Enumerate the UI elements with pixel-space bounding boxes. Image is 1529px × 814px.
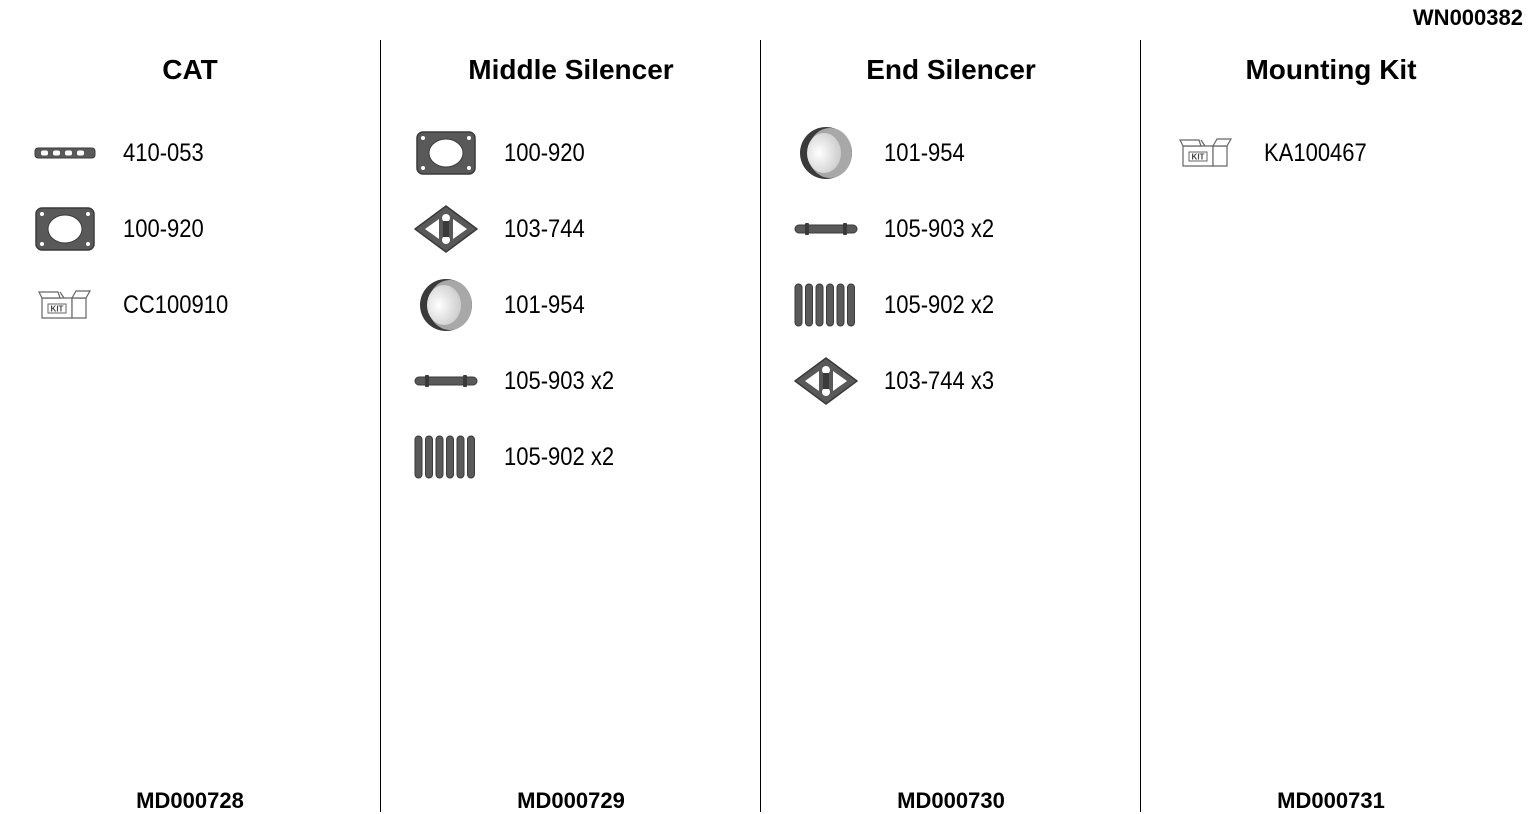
spring-icon <box>411 429 481 485</box>
list-item <box>381 349 761 425</box>
list-item <box>381 273 761 349</box>
part-number: 100-920 <box>504 139 585 167</box>
column-1 <box>380 40 761 812</box>
svg-text:KIT: KIT <box>50 304 64 314</box>
part-number: 105-902 x2 <box>504 443 615 471</box>
part-number: 103-744 x3 <box>884 367 995 395</box>
flange-gasket-icon <box>30 201 100 257</box>
column-title: Middle Silencer <box>468 54 674 85</box>
list-item <box>761 349 1141 425</box>
part-number: 100-920 <box>123 215 204 243</box>
bolt-icon <box>791 201 861 257</box>
part-number: 101-954 <box>884 139 965 167</box>
column-code: MD000728 <box>136 788 244 813</box>
list-item <box>381 425 761 501</box>
parts-list <box>0 121 380 349</box>
sheet-code: WN000382 <box>1412 5 1523 30</box>
part-number: 105-903 x2 <box>504 367 615 395</box>
flange-gasket-4hole-icon <box>30 125 100 181</box>
sealing-ring-icon <box>411 277 481 333</box>
column-title: CAT <box>162 54 218 85</box>
svg-text:KIT: KIT <box>1191 152 1205 162</box>
column-0 <box>0 40 380 812</box>
list-item <box>761 121 1141 197</box>
list-item <box>761 197 1141 273</box>
column-title: Mounting Kit <box>1245 54 1417 85</box>
parts-list <box>761 121 1141 425</box>
part-number: 105-903 x2 <box>884 215 995 243</box>
part-number: 410-053 <box>123 139 204 167</box>
kit-box-icon <box>30 277 100 333</box>
rubber-mount-icon <box>411 201 481 257</box>
part-number: KA100467 <box>1264 139 1367 167</box>
column-code: MD000730 <box>897 788 1005 813</box>
flange-gasket-icon <box>411 125 481 181</box>
column-3 <box>1140 40 1521 812</box>
rubber-mount-icon <box>791 353 861 409</box>
list-item <box>381 197 761 273</box>
column-2 <box>760 40 1141 812</box>
list-item <box>761 273 1141 349</box>
list-item <box>0 273 380 349</box>
sealing-ring-icon <box>791 125 861 181</box>
list-item <box>381 121 761 197</box>
spring-icon <box>791 277 861 333</box>
parts-list <box>381 121 761 501</box>
part-number: 101-954 <box>504 291 585 319</box>
list-item <box>1141 121 1521 197</box>
list-item <box>0 121 380 197</box>
part-number: 103-744 <box>504 215 585 243</box>
column-code: MD000729 <box>517 788 625 813</box>
parts-list <box>1141 121 1521 197</box>
part-number: CC100910 <box>123 291 229 319</box>
column-title: End Silencer <box>866 54 1036 85</box>
column-code: MD000731 <box>1277 788 1385 813</box>
kit-box-icon <box>1171 125 1241 181</box>
part-number: 105-902 x2 <box>884 291 995 319</box>
list-item <box>0 197 380 273</box>
bolt-icon <box>411 353 481 409</box>
